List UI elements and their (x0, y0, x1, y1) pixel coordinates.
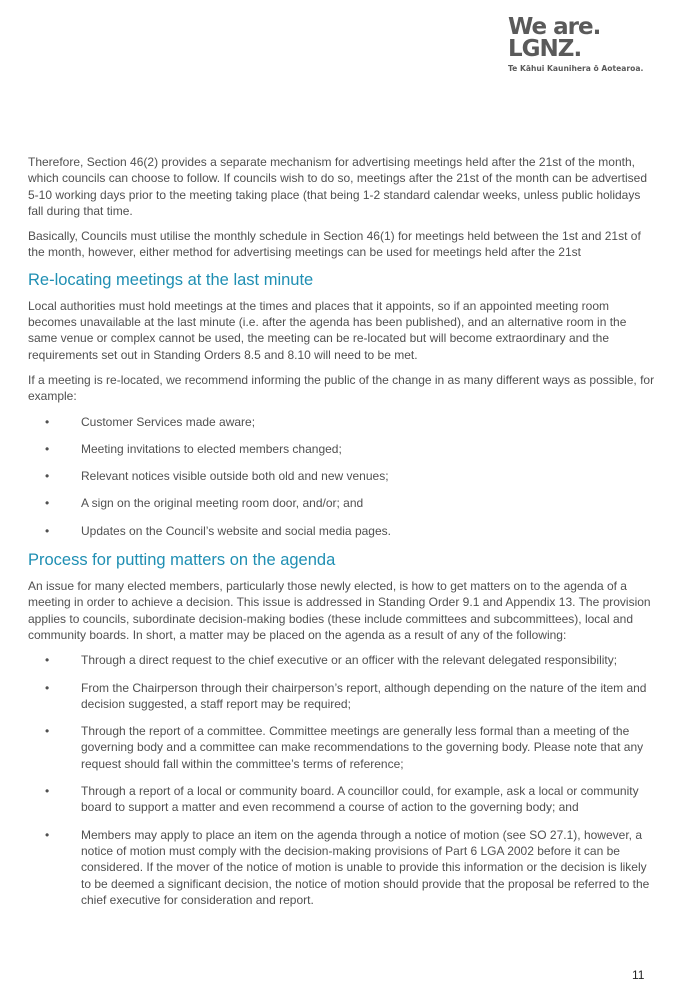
page-number: 11 (632, 968, 645, 982)
process-paragraph-1: An issue for many elected members, particularly those newly elected, is how to get matters on to the agenda of a meeting in order to achieve a decision. This issue is addressed in Standing Order 9.1 and Appendix 13. The provision applies to councils, subordinate decision-making bodies (these include committees and subcommittees), local and community boards. In short, a matter may be placed on the agenda as a result of any of the following: (28, 579, 651, 642)
list-item: • A sign on the original meeting room door, and/or; and (45, 496, 364, 511)
relocating-paragraph-2: If a meeting is re-located, we recommend informing the public of the change in as many different ways as possible, for example: (28, 372, 655, 404)
bullet-icon: • (45, 469, 50, 484)
relocating-paragraph-1: Local authorities must hold meetings at the times and places that it appoints, so if an appointed meeting room becomes unavailable at the last minute (i.e. after the agenda has been published), and an alternative room in the same venue or complex cannot be used, the meeting can be re-located but will become extraordinary and the requirements set out in Standing Orders 8.5 and 8.10 will need to be met. (28, 298, 627, 362)
relocating-bullet-list (28, 414, 656, 539)
bullet-icon: • (45, 496, 50, 511)
heading-process-agenda: Process for putting matters on the agenda (28, 551, 336, 570)
list-item: • Customer Services made aware; (45, 414, 256, 429)
list-item: • Members may apply to place an item on the agenda through a notice of motion (see SO 27.1), however, a notice of motion must comply with the decision-making provisions of Part 6 LGA 2002 before it can be considered. If the mover of the notice of motion is unable to provide this information or the decision is likely to be deemed a significant decision, the notice of motion should provide that the proposal be referred to the chief executive for consideration and report. (45, 827, 650, 907)
bullet-icon: • (45, 827, 50, 842)
bullet-icon: • (45, 523, 50, 538)
bullet-icon: • (45, 441, 50, 456)
bullet-icon: • (45, 680, 50, 695)
list-item: • Through the report of a committee. Committee meetings are generally less formal than a meeting of the governing body and a committee can make recommendations to the governing body. Please note that any request should fall within the committee’s terms of reference; (45, 724, 644, 771)
list-item: • Through a direct request to the chief executive or an officer with the relevant delegated responsibility; (45, 653, 618, 668)
list-item: • Through a report of a local or community board. A councillor could, for example, ask a local or community board to support a matter and even recommend a course of action to the governing body; and (45, 784, 639, 815)
bullet-icon: • (45, 724, 50, 739)
list-item: • From the Chairperson through their chairperson’s report, although depending on the nature of the item and decision suggested, a staff report may be required; (45, 680, 647, 711)
list-item: • Updates on the Council’s website and social media pages. (45, 523, 391, 538)
logo-line-2: LGNZ. (508, 36, 582, 62)
logo-tagline: Te Kāhui Kaunihera ō Aotearoa. (508, 64, 644, 73)
list-item: • Meeting invitations to elected members changed; (45, 441, 342, 456)
logo-line-1: We are. (508, 14, 601, 40)
bullet-icon: • (45, 784, 50, 799)
bullet-icon: • (45, 414, 50, 429)
intro-paragraph-1: Therefore, Section 46(2) provides a separate mechanism for advertising meetings held after the 21st of the month, which councils can choose to follow. If councils wish to do so, meetings after the 21st of the month can be advertised 5-10 working days prior to the meeting taking place (that being 1-2 standard calendar weeks, unless public holidays fall during that time. (28, 155, 648, 218)
lgnz-logo (508, 16, 658, 73)
document-body (28, 154, 656, 919)
heading-relocating-meetings: Re-locating meetings at the last minute (28, 270, 314, 289)
process-bullet-list (28, 652, 656, 908)
list-item: • Relevant notices visible outside both old and new venues; (45, 469, 389, 484)
bullet-icon: • (45, 653, 50, 668)
intro-paragraph-2: Basically, Councils must utilise the monthly schedule in Section 46(1) for meetings held between the 1st and 21st of the month, however, either method for advertising meetings can be used for meetings held after the 21st (28, 229, 641, 260)
